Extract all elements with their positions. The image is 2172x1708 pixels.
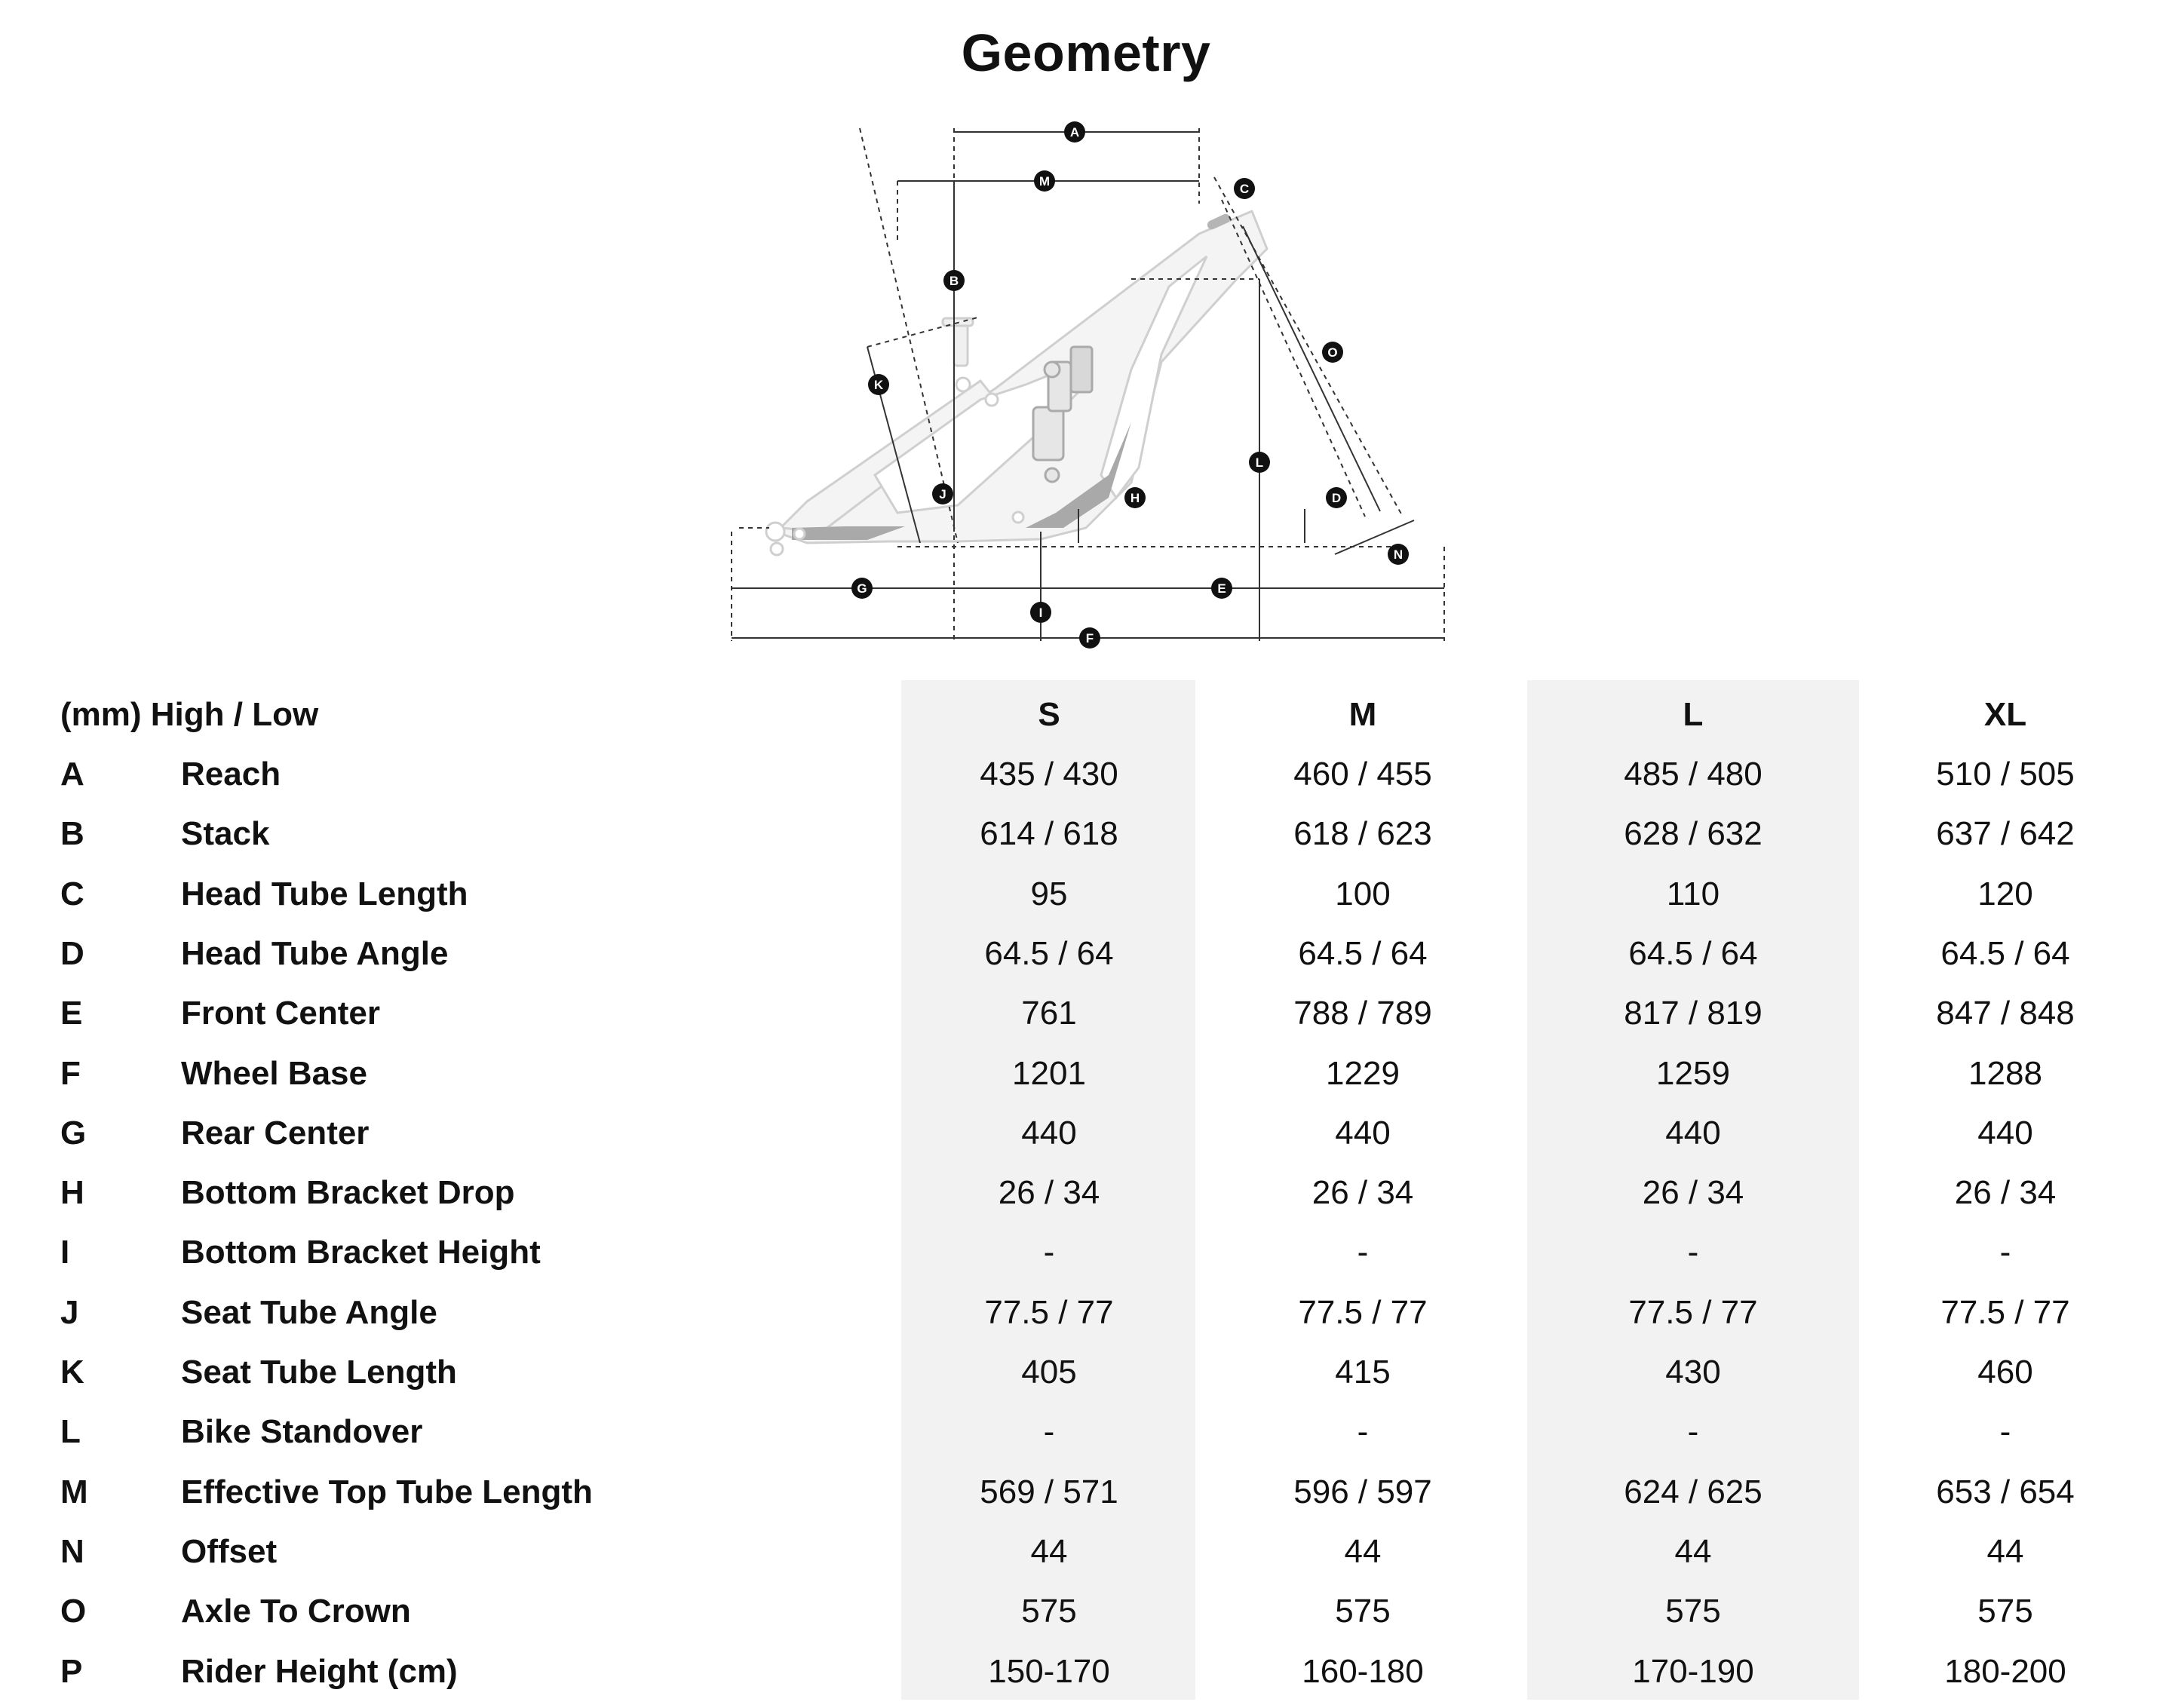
row-value-l: 485 / 480 bbox=[1624, 756, 1762, 793]
diagram-label-c bbox=[1234, 178, 1255, 199]
row-value-xl: 637 / 642 bbox=[1936, 815, 2075, 853]
row-letter: I bbox=[60, 1234, 70, 1271]
row-parameter: Stack bbox=[181, 815, 270, 853]
row-value-l: - bbox=[1687, 1413, 1699, 1451]
diagram-label-f bbox=[1079, 627, 1100, 649]
row-value-l: 575 bbox=[1665, 1593, 1721, 1630]
row-value-s: 95 bbox=[1030, 875, 1068, 912]
svg-text:F: F bbox=[1085, 631, 1094, 645]
svg-text:N: N bbox=[1393, 547, 1404, 562]
row-value-xl: - bbox=[1999, 1413, 2011, 1451]
svg-text:K: K bbox=[873, 378, 884, 392]
row-letter: O bbox=[60, 1593, 87, 1630]
row-value-xl: 64.5 / 64 bbox=[1940, 934, 2070, 972]
row-value-xl: 120 bbox=[1977, 875, 2033, 912]
diagram-label-j bbox=[932, 483, 953, 504]
row-value-s: 64.5 / 64 bbox=[984, 934, 1114, 972]
table-row bbox=[0, 1103, 2172, 1163]
row-value-l: 44 bbox=[1674, 1532, 1712, 1570]
row-value-m: 77.5 / 77 bbox=[1298, 1293, 1428, 1331]
row-letter: D bbox=[60, 934, 84, 972]
row-letter: F bbox=[60, 1054, 81, 1092]
svg-text:I: I bbox=[1038, 606, 1043, 620]
table-row bbox=[0, 1283, 2172, 1342]
table-row bbox=[0, 983, 2172, 1043]
row-value-m: 788 / 789 bbox=[1293, 995, 1432, 1032]
table-row bbox=[0, 1163, 2172, 1222]
row-value-l: 440 bbox=[1665, 1114, 1721, 1151]
table-header-row bbox=[0, 685, 2172, 744]
table-row bbox=[0, 1462, 2172, 1522]
row-value-m: 26 / 34 bbox=[1311, 1174, 1414, 1212]
diagram-label-m bbox=[1034, 170, 1055, 192]
row-value-s: - bbox=[1043, 1234, 1055, 1271]
size-header-s: S bbox=[1038, 696, 1060, 733]
diagram-label-k bbox=[868, 374, 889, 395]
table-row bbox=[0, 924, 2172, 983]
row-letter: M bbox=[60, 1473, 88, 1510]
svg-text:C: C bbox=[1239, 182, 1250, 196]
svg-text:A: A bbox=[1069, 125, 1080, 140]
row-letter: E bbox=[60, 995, 83, 1032]
row-value-xl: 440 bbox=[1977, 1114, 2033, 1151]
units-label: (mm) High / Low bbox=[60, 696, 319, 733]
row-letter: N bbox=[60, 1532, 84, 1570]
row-value-xl: 510 / 505 bbox=[1936, 756, 2075, 793]
row-parameter: Offset bbox=[181, 1532, 278, 1570]
row-value-xl: 460 bbox=[1977, 1354, 2033, 1391]
page-title: Geometry bbox=[961, 23, 1211, 82]
row-parameter: Rear Center bbox=[181, 1114, 370, 1151]
row-parameter: Rider Height (cm) bbox=[181, 1652, 458, 1690]
row-value-m: 575 bbox=[1335, 1593, 1391, 1630]
row-value-m: 460 / 455 bbox=[1293, 756, 1432, 793]
svg-text:L: L bbox=[1255, 455, 1264, 470]
row-value-s: 614 / 618 bbox=[980, 815, 1118, 853]
row-value-xl: 77.5 / 77 bbox=[1940, 1293, 2070, 1331]
diagram-label-e bbox=[1211, 578, 1232, 599]
row-value-l: 624 / 625 bbox=[1624, 1473, 1762, 1510]
row-parameter: Head Tube Angle bbox=[181, 934, 449, 972]
table-row bbox=[0, 744, 2172, 804]
row-value-s: 77.5 / 77 bbox=[984, 1293, 1114, 1331]
row-parameter: Effective Top Tube Length bbox=[181, 1473, 593, 1510]
diagram-label-g bbox=[851, 578, 873, 599]
row-value-s: 575 bbox=[1021, 1593, 1077, 1630]
row-letter: L bbox=[60, 1413, 81, 1451]
row-parameter: Reach bbox=[181, 756, 281, 793]
svg-text:M: M bbox=[1038, 174, 1051, 189]
row-value-s: 569 / 571 bbox=[980, 1473, 1118, 1510]
row-letter: J bbox=[60, 1293, 79, 1331]
svg-text:H: H bbox=[1130, 491, 1140, 505]
row-parameter: Front Center bbox=[181, 995, 380, 1032]
row-parameter: Seat Tube Angle bbox=[181, 1293, 437, 1331]
svg-text:G: G bbox=[857, 581, 867, 596]
row-value-l: 817 / 819 bbox=[1624, 995, 1762, 1032]
row-letter: P bbox=[60, 1652, 83, 1690]
svg-text:O: O bbox=[1327, 345, 1338, 360]
row-parameter: Axle To Crown bbox=[181, 1593, 411, 1630]
svg-text:D: D bbox=[1331, 491, 1342, 505]
diagram-label-d bbox=[1326, 487, 1347, 508]
row-value-s: 435 / 430 bbox=[980, 756, 1118, 793]
size-header-xl: XL bbox=[1983, 696, 2027, 733]
row-value-m: 44 bbox=[1344, 1532, 1382, 1570]
row-value-s: 150-170 bbox=[988, 1652, 1110, 1690]
diagram-label-o bbox=[1322, 342, 1343, 363]
table-row bbox=[0, 1522, 2172, 1581]
row-value-m: 1229 bbox=[1326, 1054, 1400, 1092]
row-value-xl: 180-200 bbox=[1944, 1652, 2066, 1690]
diagram-label-l bbox=[1249, 452, 1270, 473]
row-value-l: 26 / 34 bbox=[1642, 1174, 1744, 1212]
diagram-label-a bbox=[1064, 121, 1085, 143]
row-letter: K bbox=[60, 1354, 84, 1391]
size-header-l: L bbox=[1683, 696, 1704, 733]
row-letter: B bbox=[60, 815, 84, 853]
row-parameter: Bottom Bracket Height bbox=[181, 1234, 541, 1271]
row-value-l: 1259 bbox=[1656, 1054, 1730, 1092]
svg-text:B: B bbox=[949, 274, 959, 288]
row-value-l: 628 / 632 bbox=[1624, 815, 1762, 853]
row-value-s: - bbox=[1043, 1413, 1055, 1451]
row-value-l: 64.5 / 64 bbox=[1628, 934, 1758, 972]
row-value-l: 170-190 bbox=[1632, 1652, 1754, 1690]
table-row bbox=[0, 1402, 2172, 1461]
row-letter: H bbox=[60, 1174, 84, 1212]
row-value-xl: 847 / 848 bbox=[1936, 995, 2075, 1032]
diagram-label-i bbox=[1030, 602, 1051, 623]
row-value-xl: 44 bbox=[1986, 1532, 2024, 1570]
row-letter: C bbox=[60, 875, 84, 912]
table-row bbox=[0, 1581, 2172, 1641]
row-value-xl: 1288 bbox=[1968, 1054, 2042, 1092]
row-value-xl: 575 bbox=[1977, 1593, 2033, 1630]
row-value-xl: 26 / 34 bbox=[1954, 1174, 2057, 1212]
row-letter: G bbox=[60, 1114, 87, 1151]
row-parameter: Head Tube Length bbox=[181, 875, 468, 912]
row-parameter: Seat Tube Length bbox=[181, 1354, 457, 1391]
row-value-m: 160-180 bbox=[1302, 1652, 1424, 1690]
diagram-label-h bbox=[1124, 487, 1146, 508]
row-value-m: 596 / 597 bbox=[1293, 1473, 1432, 1510]
row-value-m: 440 bbox=[1335, 1114, 1391, 1151]
row-value-m: 64.5 / 64 bbox=[1298, 934, 1428, 972]
svg-text:E: E bbox=[1217, 581, 1226, 596]
diagram-label-b bbox=[943, 270, 965, 291]
row-value-xl: - bbox=[1999, 1234, 2011, 1271]
table-row bbox=[0, 1222, 2172, 1282]
row-parameter: Bottom Bracket Drop bbox=[181, 1174, 515, 1212]
row-value-s: 1201 bbox=[1012, 1054, 1086, 1092]
table-row bbox=[0, 1642, 2172, 1701]
row-value-s: 405 bbox=[1021, 1354, 1077, 1391]
row-value-l: 430 bbox=[1665, 1354, 1721, 1391]
row-value-m: 415 bbox=[1335, 1354, 1391, 1391]
table-row bbox=[0, 1044, 2172, 1103]
table-row bbox=[0, 1342, 2172, 1402]
svg-text:J: J bbox=[939, 487, 946, 501]
row-letter: A bbox=[60, 756, 84, 793]
row-value-l: - bbox=[1687, 1234, 1699, 1271]
row-parameter: Bike Standover bbox=[181, 1413, 423, 1451]
table-row bbox=[0, 804, 2172, 863]
row-value-s: 26 / 34 bbox=[998, 1174, 1100, 1212]
row-value-m: - bbox=[1357, 1234, 1369, 1271]
row-value-xl: 653 / 654 bbox=[1936, 1473, 2075, 1510]
table-row bbox=[0, 864, 2172, 924]
row-value-l: 110 bbox=[1666, 875, 1720, 912]
row-value-m: 100 bbox=[1335, 875, 1391, 912]
diagram-label-n bbox=[1388, 544, 1409, 565]
row-value-s: 44 bbox=[1030, 1532, 1068, 1570]
row-value-s: 440 bbox=[1021, 1114, 1077, 1151]
row-value-l: 77.5 / 77 bbox=[1628, 1293, 1758, 1331]
row-value-m: 618 / 623 bbox=[1293, 815, 1432, 853]
row-parameter: Wheel Base bbox=[181, 1054, 367, 1092]
bike-geometry-diagram bbox=[709, 121, 1463, 664]
row-value-m: - bbox=[1357, 1413, 1369, 1451]
row-value-s: 761 bbox=[1021, 995, 1077, 1032]
size-header-m: M bbox=[1348, 696, 1377, 733]
